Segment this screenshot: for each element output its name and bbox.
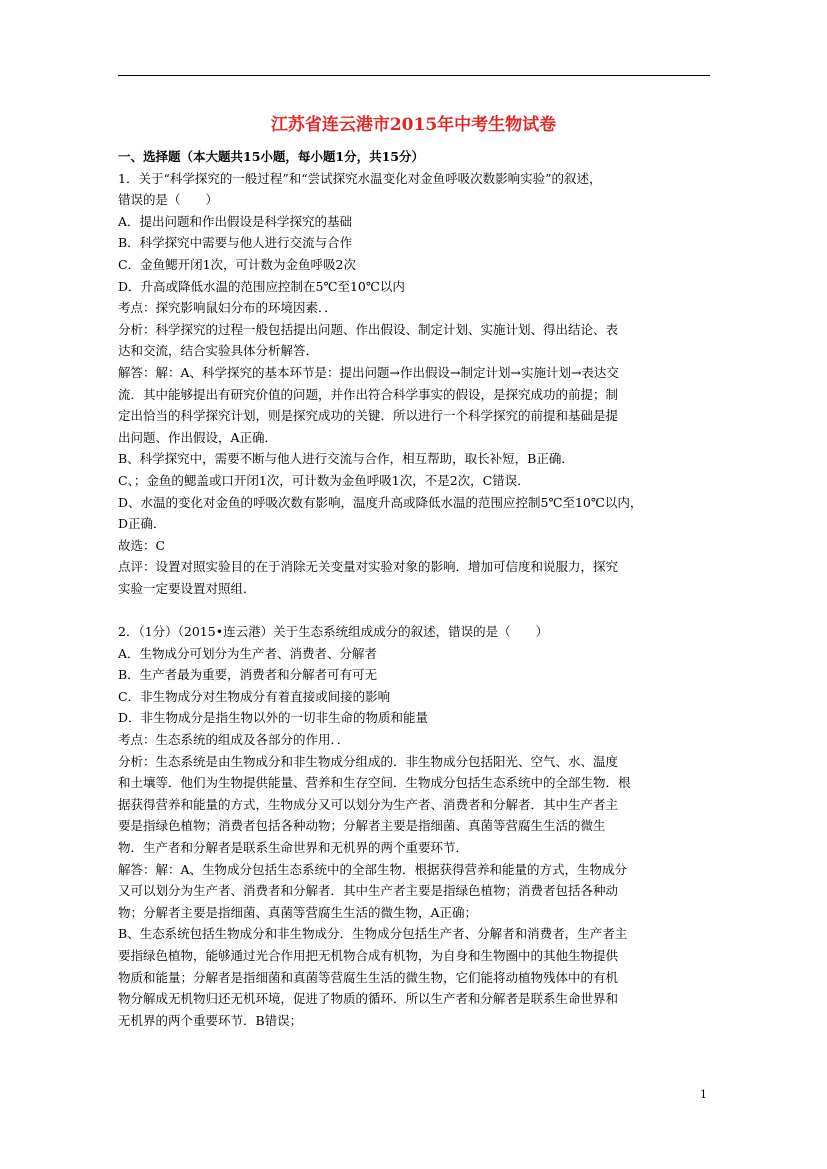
page-number: 1 <box>700 1088 707 1101</box>
option-c: C．金鱼鳃开闭1次，可计数为金鱼呼吸2次 <box>118 256 356 272</box>
jieda-line: 出问题、作出假设，A正确． <box>118 429 278 445</box>
header-rule <box>118 75 710 76</box>
question-separator <box>118 599 712 621</box>
fenxi-line: 达和交流，结合实验具体分析解答． <box>118 343 319 359</box>
question-2 <box>118 621 712 1031</box>
question-stem-line: 2．（1分）（2015•连云港）关于生态系统组成成分的叙述，错误的是（ ） <box>118 624 549 640</box>
jieda-line: B、生态系统包括生物成分和非生物成分．生物成分包括生产者、分解者和消费者，生产者主 <box>118 926 628 942</box>
option-a: A．生物成分可划分为生产者、消费者、分解者 <box>118 645 378 661</box>
option-c: C．非生物成分对生物成分有着直接或间接的影响 <box>118 688 391 704</box>
option-d: D．非生物成分是指生物以外的一切非生命的物质和能量 <box>118 710 429 726</box>
dianping-line: 点评：设置对照实验目的在于消除无关变量对实验对象的影响．增加可信度和说服力，探究 <box>118 559 619 575</box>
question-1 <box>118 168 712 600</box>
fenxi-line: 和土壤等．他们为生物提供能量、营养和生存空间．生物成分包括生态系统中的全部生物．根 <box>118 775 631 791</box>
jieda-line: D正确． <box>118 516 166 532</box>
jieda-line: B、科学探究中，需要不断与他人进行交流与合作，相互帮助，取长补短，B正确． <box>118 451 574 467</box>
jieda-line: 定出恰当的科学探究计划，则是探究成功的关键．所以进行一个科学探究的前提和基础是提 <box>118 408 619 424</box>
option-a: A．提出问题和作出假设是科学探究的基础 <box>118 213 353 229</box>
jieda-line: 解答：解：A、科学探究的基本环节是：提出问题→作出假设→制定计划→实施计划→表达交 <box>118 364 619 380</box>
question-stem-line: 错误的是（ ） <box>118 192 219 208</box>
kaodian-line: 考点：生态系统的组成及各部分的作用．． <box>118 732 350 748</box>
jieda-line: 流．其中能够提出有研究价值的问题，并作出符合科学事实的假设，是探究成功的前提；制 <box>118 386 619 402</box>
jieda-line: D、水温的变化对金鱼的呼吸次数有影响，温度升高或降低水温的范围应控制5℃至10℃以内， <box>118 494 643 510</box>
jieda-line: 物分解成无机物归还无机环境，促进了物质的循环．所以生产者和分解者是联系生命世界和 <box>118 991 619 1007</box>
fenxi-line: 物．生产者和分解者是联系生命世界和无机界的两个重要环节． <box>118 840 469 855</box>
jieda-line: 物质和能量；分解者是指细菌和真菌等营腐生生活的微生物，它们能将动植物残体中的有机 <box>118 969 619 985</box>
jieda-line: 解答：解：A、生物成分包括生态系统中的全部生物．根据获得营养和能量的方式，生物成分 <box>118 861 628 877</box>
fenxi-line: 据获得营养和能量的方式，生物成分又可以划分为生产者、消费者和分解者．其中生产者主 <box>118 796 619 812</box>
fenxi-line: 分析：科学探究的过程一般包括提出问题、作出假设、制定计划、实施计划、得出结论、表 <box>118 321 619 337</box>
kaodian-line: 考点：探究影响鼠妇分布的环境因素．． <box>118 300 337 316</box>
jieda-line: 物；分解者主要是指细菌、真菌等营腐生生活的微生物，A正确； <box>118 904 478 920</box>
section-heading: 一、选择题（本大题共15小题，每小题1分，共15分） <box>118 149 424 164</box>
dianping-line: 实验一定要设置对照组． <box>118 580 256 596</box>
fenxi-line: 分析：生态系统是由生物成分和非生物成分组成的．非生物成分包括阳光、空气、水、温度 <box>118 753 619 769</box>
option-b: B．科学探究中需要与他人进行交流与合作 <box>118 235 353 251</box>
document-body <box>118 146 712 1031</box>
option-b: B．生产者最为重要，消费者和分解者可有可无 <box>118 667 378 683</box>
jieda-line: C、；金鱼的鳃盖或口开闭1次，可计数为金鱼呼吸1次，不是2次，C错误． <box>118 472 530 488</box>
document-title: 江苏省连云港市2015年中考生物试卷 <box>270 115 557 135</box>
jieda-line: 又可以划分为生产者、消费者和分解者．其中生产者主要是指绿色植物；消费者包括各种动 <box>118 883 619 899</box>
fenxi-line: 要是指绿色植物；消费者包括各种动物；分解者主要是指细菌、真菌等营腐生生活的微生 <box>118 818 606 834</box>
question-stem-line: 1．关于“科学探究的一般过程”和“尝试探究水温变化对金鱼呼吸次数影响实验”的叙述， <box>118 170 602 186</box>
option-d: D．升高或降低水温的范围应控制在5℃至10℃以内 <box>118 278 405 294</box>
jieda-line: 无机界的两个重要环节．B错误； <box>118 1012 303 1028</box>
answer-line: 故选：C <box>118 537 166 553</box>
jieda-line: 要指绿色植物，能够通过光合作用把无机物合成有机物，为自身和生物圈中的其他生物提供 <box>118 947 619 963</box>
